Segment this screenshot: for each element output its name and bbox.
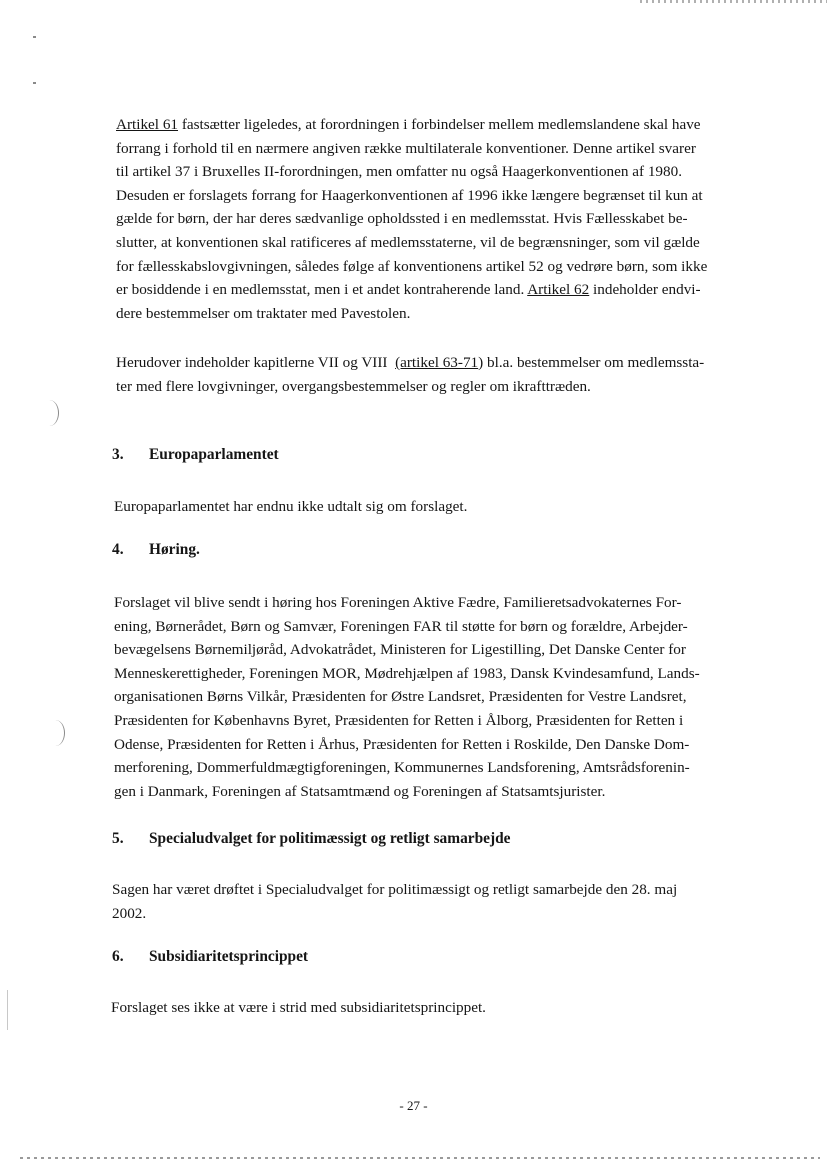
scan-dot xyxy=(33,82,36,84)
text-line: bevægelsens Børnemiljøråd, Advokatrådet, Ministeren for Ligestilling, Det Danske Center for xyxy=(114,641,686,659)
text-line: 2002. xyxy=(112,904,147,922)
text-line-content: ) bl.a. bestemmelser om medlemssta- xyxy=(478,354,705,371)
section-heading-specialudvalget xyxy=(112,830,511,848)
paragraph-kapitlerne xyxy=(116,351,764,398)
text-line: ter med flere lovgivninger, overgangsbestemmelser og regler om ikrafttræden. xyxy=(116,377,591,395)
section-heading-subsidiaritetsprincippet xyxy=(112,948,308,966)
section-heading-hoering xyxy=(112,541,200,559)
scan-artifact-top xyxy=(640,0,827,3)
section-body xyxy=(111,996,759,1020)
text-line: Europaparlamentet har endnu ikke udtalt sig om forslaget. xyxy=(114,498,468,515)
artikel-63-71-link[interactable]: (artikel 63-71 xyxy=(395,354,479,371)
section-body xyxy=(112,878,760,925)
section-heading-europaparlamentet xyxy=(112,446,279,464)
paragraph-artikel-61 xyxy=(116,113,764,325)
section-title: Specialudvalget for politimæssigt og retligt samarbejde xyxy=(149,830,511,847)
text-line: slutter, at konventionen skal ratificeres af medlemsstaterne, vil de begrænsninger, som vil gælde xyxy=(116,233,700,251)
text-line: gælde for børn, der har deres sædvanlige opholdssted i en medlemsstat. Hvis Fællesskabet be- xyxy=(116,210,688,228)
scan-artifact-bottom xyxy=(20,1157,820,1159)
section-number: 4. xyxy=(112,541,124,558)
section-number: 6. xyxy=(112,948,124,965)
text-line: Forslaget ses ikke at være i strid med subsidiaritetsprincippet. xyxy=(111,999,486,1016)
text-line: til artikel 37 i Bruxelles II-forordningen, men omfatter nu også Haagerkonventionen af 1980. xyxy=(116,163,682,181)
text-line: Odense, Præsidenten for Retten i Århus, Præsidenten for Retten i Roskilde, Den Danske Dom- xyxy=(114,735,690,753)
section-number: 3. xyxy=(112,446,124,463)
text-line: forrang i forhold til en nærmere angiven række multilaterale konventioner. Denne artikel svarer xyxy=(116,139,696,157)
section-title: Høring. xyxy=(149,541,200,558)
scan-dot xyxy=(33,36,36,38)
text-line: ening, Børnerådet, Børn og Samvær, Foreningen FAR til støtte for børn og forældre, Arbejder- xyxy=(114,617,688,635)
text-line: gen i Danmark, Foreningen af Statsamtmænd og Foreningen af Statsamtsjurister. xyxy=(114,782,606,800)
text-line: merforening, Dommerfuldmægtigforeningen, Kommunernes Landsforening, Amtsrådsforenin- xyxy=(114,759,690,777)
text-line: Forslaget vil blive sendt i høring hos Foreningen Aktive Fædre, Familieretsadvokaternes For- xyxy=(114,594,682,611)
text-line-content: indeholder endvi- xyxy=(593,281,701,299)
text-line: Sagen har været drøftet i Specialudvalget for politimæssigt og retligt samarbejde den 28. maj xyxy=(112,881,678,898)
text-line xyxy=(116,113,764,137)
section-title: Subsidiaritetsprincippet xyxy=(149,948,309,965)
section-title: Europaparlamentet xyxy=(149,446,279,463)
text-line: dere bestemmelser om traktater med Pavestolen. xyxy=(116,304,411,322)
section-body xyxy=(114,495,762,519)
text-line xyxy=(116,351,764,375)
text-line: Menneskerettigheder, Foreningen MOR, Mødrehjælpen af 1983, Dansk Kvindesamfund, Lands- xyxy=(114,664,700,682)
section-number: 5. xyxy=(112,830,124,847)
artikel-61-link[interactable]: Artikel 61 xyxy=(116,116,179,133)
artikel-62-link[interactable]: Artikel 62 xyxy=(527,281,590,299)
section-body xyxy=(114,591,762,803)
scan-edge-line xyxy=(7,990,8,1030)
text-line: for fællesskabslovgivningen, således følge af konventionens artikel 52 og vedrøre børn, som ikke xyxy=(116,257,708,275)
punch-hole-mark xyxy=(46,720,65,746)
text-line: Præsidenten for Københavns Byret, Præsidenten for Retten i Ålborg, Præsidenten for Retten i xyxy=(114,711,684,729)
text-line xyxy=(116,278,764,302)
text-line-content: er bosiddende i en medlemsstat, men i et andet kontraherende land. xyxy=(116,281,525,299)
punch-hole-mark xyxy=(40,400,59,426)
page-number: - 27 - xyxy=(399,1098,428,1113)
text-line-content: fastsætter ligeledes, at forordningen i forbindelser mellem medlemslandene skal have xyxy=(181,116,701,133)
text-line-content: Herudover indeholder kapitlerne VII og VIII xyxy=(116,354,388,371)
text-line: Desuden er forslagets forrang for Haagerkonventionen af 1996 ikke længere begrænset til kun at xyxy=(116,186,703,204)
text-line: organisationen Børns Vilkår, Præsidenten for Østre Landsret, Præsidenten for Vestre Landsret, xyxy=(114,688,687,706)
